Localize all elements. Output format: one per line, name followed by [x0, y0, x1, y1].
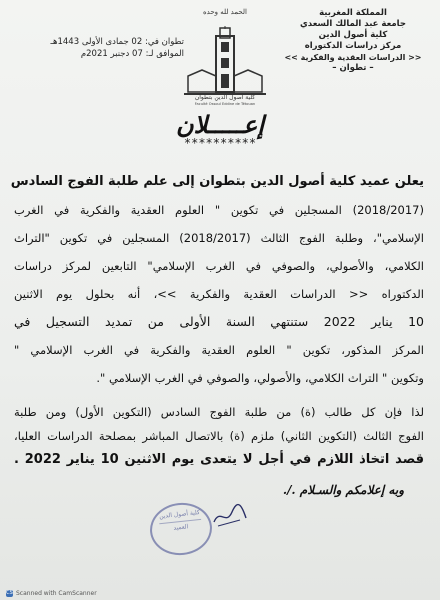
header-line: – تطوان –	[332, 63, 374, 73]
body-line: (2018/2017) المسجلين في تكوين " العلوم العقدية والفكرية في الغرب	[14, 203, 424, 217]
date-block	[24, 36, 184, 60]
body-line: الكلامي، والأصولي، والصوفي في الغرب الإسلامي" التابعين لمركز دراسات	[14, 259, 424, 273]
announcement-body	[10, 168, 425, 504]
body-line: وتكوين " التراث الكلامي، والأصولي، والصوفي في الغرب الإسلامي ".	[96, 371, 424, 385]
scanner-text: Scanned with CamScanner	[16, 590, 97, 597]
stamp-text: العميد	[159, 519, 202, 534]
header-line: جامعة عبد المالك السعدي	[300, 19, 406, 29]
header-line: كلية أصول الدين	[318, 30, 388, 40]
camscanner-icon: CS	[6, 590, 13, 596]
institution-header	[278, 8, 428, 74]
header-line: << الدراسات العقدية والفكرية >>	[284, 53, 422, 62]
body-line: قصد اتخاذ اللازم في أجل لا يتعدى يوم الاثنين 10 يناير 2022 .	[14, 452, 425, 467]
body-line: الفوج الثالث (التكوين الثاني) ملزم (ة) بالاتصال المباشر بمصلحة الدراسات العليا،	[14, 429, 424, 443]
signature-mark	[210, 500, 250, 530]
gregorian-date: الموافق لـ: 07 دجنبر 2021م	[80, 49, 184, 59]
praise-line: الحمد لله وحده	[202, 8, 248, 16]
title-stars: **********	[183, 136, 257, 150]
hijri-date: تطوان في: 02 جمادى الأولى 1443هـ	[50, 37, 184, 47]
body-line: المركز المذكور، تكوين " العلوم العقدية والفكرية في الغرب الإسلامي "	[14, 343, 424, 357]
body-line: يعلن عميد كلية أصول الدين بتطوان إلى علم طلبة الفوج السادس	[10, 174, 424, 189]
body-line: 10 يناير 2022 ستنتهي السنة الأولى من تمديد التسجيل في	[14, 314, 424, 329]
official-stamp	[147, 500, 214, 558]
logo-caption-french: Faculté Ossoul Eddine de Tétouan	[194, 102, 256, 106]
closing-line: وبه إعلامكم والسـلام ./.	[282, 483, 404, 497]
scanner-watermark	[6, 590, 97, 597]
body-line: الدكتوراه << الدراسات العقدية والفكرية >>، أنه بحلول يوم الاثنين	[14, 287, 424, 301]
header-line: المملكة المغربية	[319, 8, 387, 18]
announcement-title: إعـــــلان	[175, 110, 265, 139]
header-line: مركز دراسات الدكتوراه	[304, 41, 402, 51]
logo-caption-arabic: كلية أصول الدين بتطوان	[194, 94, 256, 101]
body-line: الإسلامي"، وطلبة الفوج الثالث (2018/2017) المسجلين في تكوين "التراث	[14, 231, 424, 245]
body-line: لذا فإن كل طالب (ة) من طلبة الفوج السادس (التكوين الأول) ومن طلبة	[14, 405, 424, 419]
stamp-text: كلية أصول الدين	[158, 508, 201, 521]
